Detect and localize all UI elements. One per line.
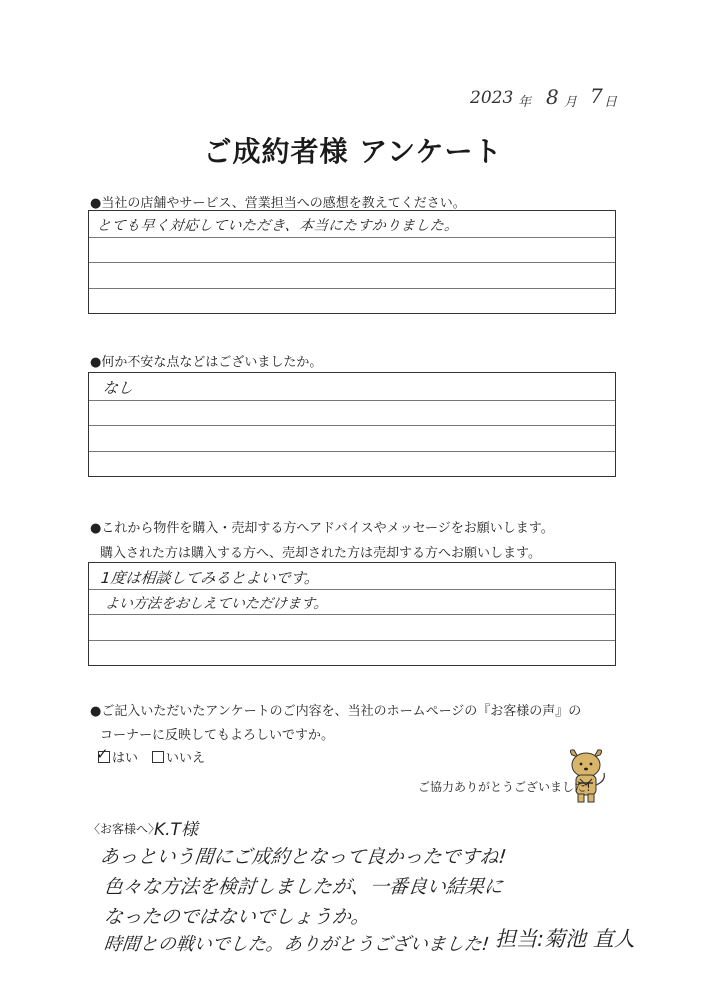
message-label: 〈お客様へ〉 bbox=[88, 822, 161, 836]
checkmark-icon: ✓ bbox=[96, 745, 109, 763]
ruled-line bbox=[89, 425, 615, 426]
question-2: ●何か不安な点などはございましたか。 bbox=[90, 355, 323, 370]
answer-1-text: とても早く対応していただき、本当にたすかりました。 bbox=[96, 218, 460, 234]
question-3-line-1: ●これから物件を購入・売却する方へアドバイスやメッセージをお願いします。 bbox=[90, 521, 554, 536]
message-line-4: 時間との戦いでした。ありがとうございました! bbox=[102, 934, 491, 955]
answer-3-line-1: 1度は相談してみるとよいです。 bbox=[100, 569, 321, 587]
answer-3-line-2: よい方法をおしえていただけます。 bbox=[104, 596, 329, 612]
survey-date bbox=[470, 84, 640, 114]
ruled-line bbox=[89, 400, 615, 401]
answer-box-3 bbox=[88, 562, 616, 666]
option-no[interactable] bbox=[152, 747, 205, 766]
question-1: ●当社の店舗やサービス、営業担当への感想を教えてください。 bbox=[90, 196, 466, 211]
ruled-line bbox=[89, 237, 615, 238]
ruled-line bbox=[89, 451, 615, 452]
dog-mascot-icon bbox=[562, 745, 610, 805]
question-4-line-1: ●ご記入いただいたアンケートのご内容を、当社のホームページの『お客様の声』の bbox=[90, 704, 582, 719]
checkbox-no[interactable] bbox=[152, 751, 164, 763]
customer-name: K.T様 bbox=[154, 820, 198, 840]
ruled-line bbox=[89, 589, 615, 590]
date-month: 8 bbox=[546, 85, 559, 109]
date-day: 7 bbox=[590, 84, 603, 108]
ruled-line bbox=[89, 640, 615, 641]
ruled-line bbox=[89, 614, 615, 615]
question-3-line-2: 購入された方は購入する方へ、売却された方は売却する方へお願いします。 bbox=[100, 546, 541, 561]
date-year: 2023 bbox=[470, 88, 514, 108]
ruled-line bbox=[89, 262, 615, 263]
question-4-line-2: コーナーに反映してもよろしいですか。 bbox=[100, 728, 335, 743]
answer-box-1 bbox=[88, 210, 616, 314]
message-line-2: 色々な方法を検討しましたが、一番良い結果に bbox=[102, 876, 505, 898]
date-day-unit: 日 bbox=[604, 95, 618, 110]
page-title: ご成約者様 アンケート bbox=[203, 135, 503, 168]
date-year-unit: 年 bbox=[518, 95, 532, 110]
checkbox-yes[interactable] bbox=[96, 745, 110, 763]
date-month-unit: 月 bbox=[564, 95, 578, 110]
answer-box-2 bbox=[88, 372, 616, 477]
ruled-line bbox=[89, 288, 615, 289]
answer-2-text: なし bbox=[102, 379, 134, 397]
thanks-message: ご協力ありがとうございました! bbox=[418, 780, 591, 794]
option-no-label: いいえ bbox=[166, 751, 206, 766]
message-line-1: あっという間にご成約となって良かったですね! bbox=[98, 846, 508, 868]
message-line-3: なったのではないでしょうか。 bbox=[102, 906, 372, 928]
staff-signature: 担当:菊池 直人 bbox=[495, 927, 635, 951]
option-yes[interactable] bbox=[98, 747, 138, 766]
option-yes-label: はい bbox=[112, 751, 139, 766]
